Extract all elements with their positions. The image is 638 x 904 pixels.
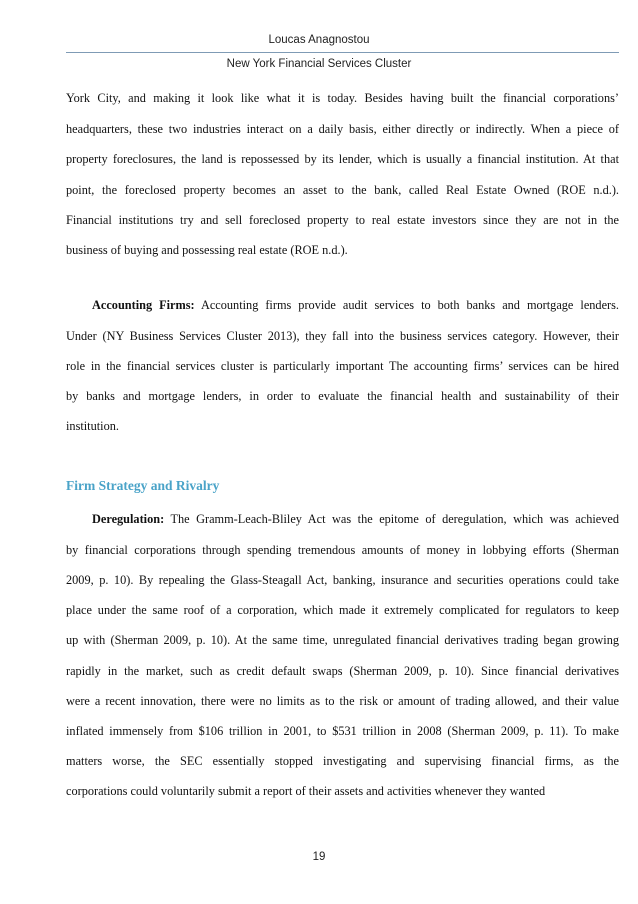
text-line: by financial corporations through spending tremendous amounts of money in lobbying efforts (Sherman [66, 543, 619, 557]
text-line: place under the same roof of a corporation, which made it extremely complicated for regulators to keep [66, 603, 619, 617]
text-line: point, the foreclosed property becomes an asset to the bank, called Real Estate Owned (ROE n.d.). [66, 183, 619, 197]
header-divider [66, 52, 619, 53]
text-line: property foreclosures, the land is repossessed by its lender, which is usually a financial institution. At that [66, 152, 619, 166]
text-line: role in the financial services cluster is particularly important The accounting firms’ services can be hired [66, 359, 619, 373]
text-line: corporations could voluntarily submit a report of their assets and activities whenever they wanted [66, 784, 546, 798]
text-line: matters worse, the SEC essentially stopped investigating and supervising financial firms, as the [66, 754, 619, 768]
running-header-title: New York Financial Services Cluster [226, 58, 412, 70]
text-line: up with (Sherman 2009, p. 10). At the same time, unregulated financial derivatives trading began growing [66, 633, 619, 647]
text-line: by banks and mortgage lenders, in order to evaluate the financial health and sustainability of their [66, 389, 619, 403]
paragraph-lead-rest: Accounting firms provide audit services to both banks and mortgage lenders. [194, 298, 619, 312]
paragraph-first-line [66, 512, 619, 526]
paragraph-lead-rest: The Gramm-Leach-Bliley Act was the epitome of deregulation, which was achieved [164, 512, 619, 526]
paragraph-first-line [66, 298, 619, 312]
text-line: rapidly in the market, such as credit default swaps (Sherman 2009, p. 10). Since financial derivatives [66, 664, 619, 678]
text-line: York City, and making it look like what it is today. Besides having built the financial corporations’ [66, 91, 619, 105]
paragraph-lead: Deregulation: [92, 512, 165, 526]
paragraph-lead: Accounting Firms: [92, 298, 195, 312]
section-heading: Firm Strategy and Rivalry [66, 478, 220, 493]
text-line: Under (NY Business Services Cluster 2013), they fall into the business services category. However, their [66, 329, 619, 343]
text-line: business of buying and possessing real estate (ROE n.d.). [66, 243, 348, 257]
text-line: Financial institutions try and sell foreclosed property to real estate investors since they are not in the [66, 213, 619, 227]
text-line: inflated immensely from $106 trillion in 2001, to $531 trillion in 2008 (Sherman 2009, p. 11). To make [66, 724, 619, 738]
text-line: were a recent innovation, there were no limits as to the risk or amount of trading allowed, and their value [66, 694, 619, 708]
text-line: 2009, p. 10). By repealing the Glass-Steagall Act, banking, insurance and securities operations could take [66, 573, 619, 587]
running-header-author: Loucas Anagnostou [268, 34, 370, 46]
text-line: headquarters, these two industries interact on a daily basis, either directly or indirectly. When a piece of [66, 122, 619, 136]
text-line: institution. [66, 419, 119, 433]
page-number: 19 [312, 851, 326, 863]
